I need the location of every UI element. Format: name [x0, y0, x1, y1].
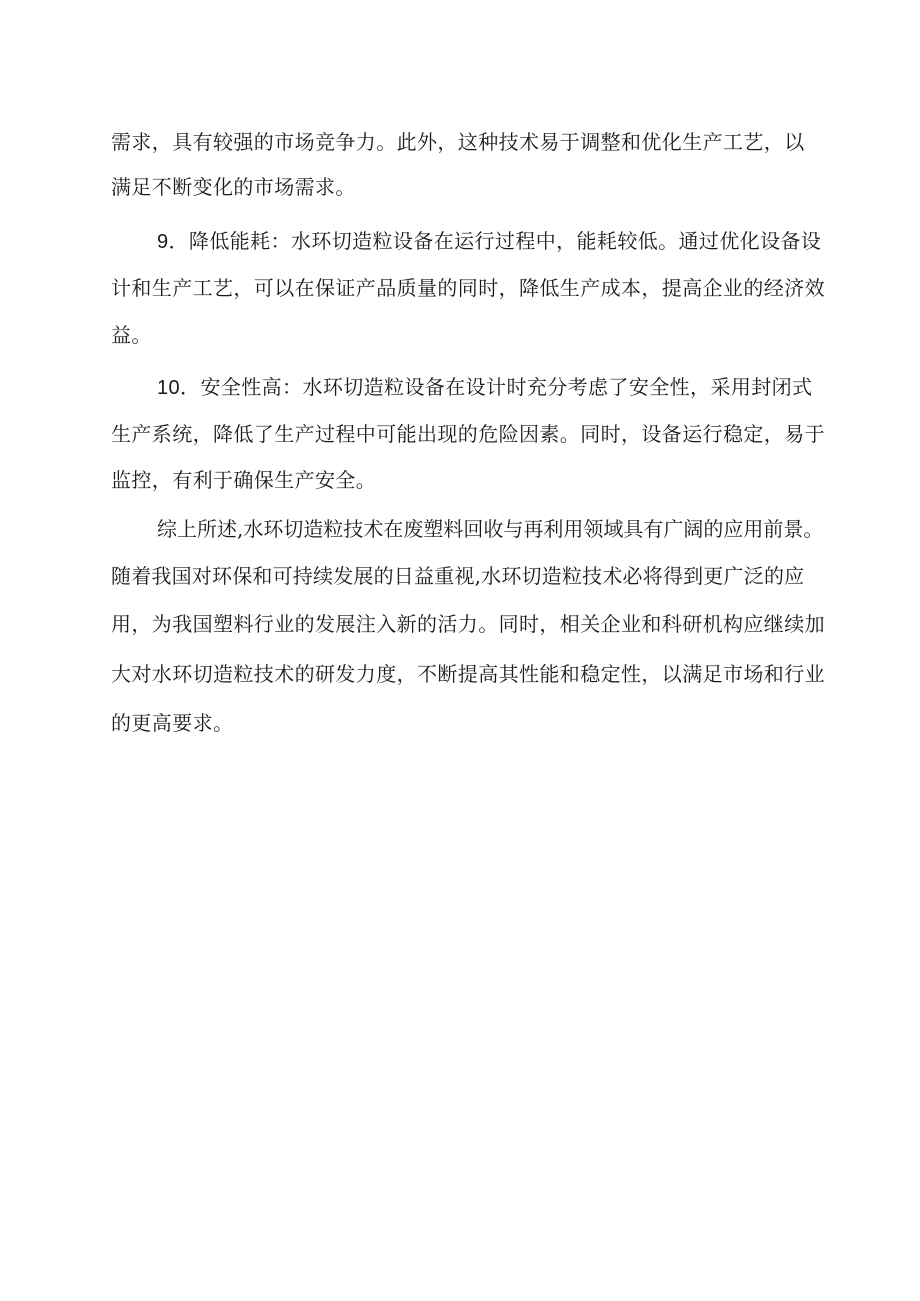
conclusion-line-2: 随着我国对环保和可持续发展的日益重视,水环切造粒技术必将得到更广泛的应 [111, 564, 805, 588]
conclusion-line-3: 用，为我国塑料行业的发展注入新的活力。同时，相关企业和科研机构应继续加 [111, 612, 825, 636]
conclusion-line-5: 的更高要求。 [111, 711, 234, 735]
item-9-number: 9 [157, 231, 169, 253]
item-9-line-1: ．降低能耗：水环切造粒设备在运行过程中，能耗较低。通过优化设备设 [168, 229, 822, 253]
conclusion-line-1: 综上所述,水环切造粒技术在废塑料回收与再利用领域具有广阔的应用前景。 [157, 517, 824, 541]
item-10-first-line [157, 374, 812, 401]
item-10-line-2: 生产系统，降低了生产过程中可能出现的危险因素。同时，设备运行稳定，易于 [111, 422, 825, 446]
item-10-line-3: 监控，有利于确保生产安全。 [111, 468, 377, 492]
item-10-number: 10 [157, 377, 181, 399]
intro-line-1: 需求，具有较强的市场竞争力。此外，这种技术易于调整和优化生产工艺，以 [111, 130, 805, 154]
item-9-line-3: 益。 [111, 323, 152, 347]
item-9-line-2: 计和生产工艺，可以在保证产品质量的同时，降低生产成本，提高企业的经济效 [111, 276, 825, 300]
intro-line-2: 满足不断变化的市场需求。 [111, 175, 356, 199]
conclusion-line-4: 大对水环切造粒技术的研发力度，不断提高其性能和稳定性，以满足市场和行业 [111, 662, 825, 686]
item-10-line-1: ．安全性高：水环切造粒设备在设计时充分考虑了安全性，采用封闭式 [180, 375, 813, 399]
item-9-first-line [157, 228, 821, 255]
